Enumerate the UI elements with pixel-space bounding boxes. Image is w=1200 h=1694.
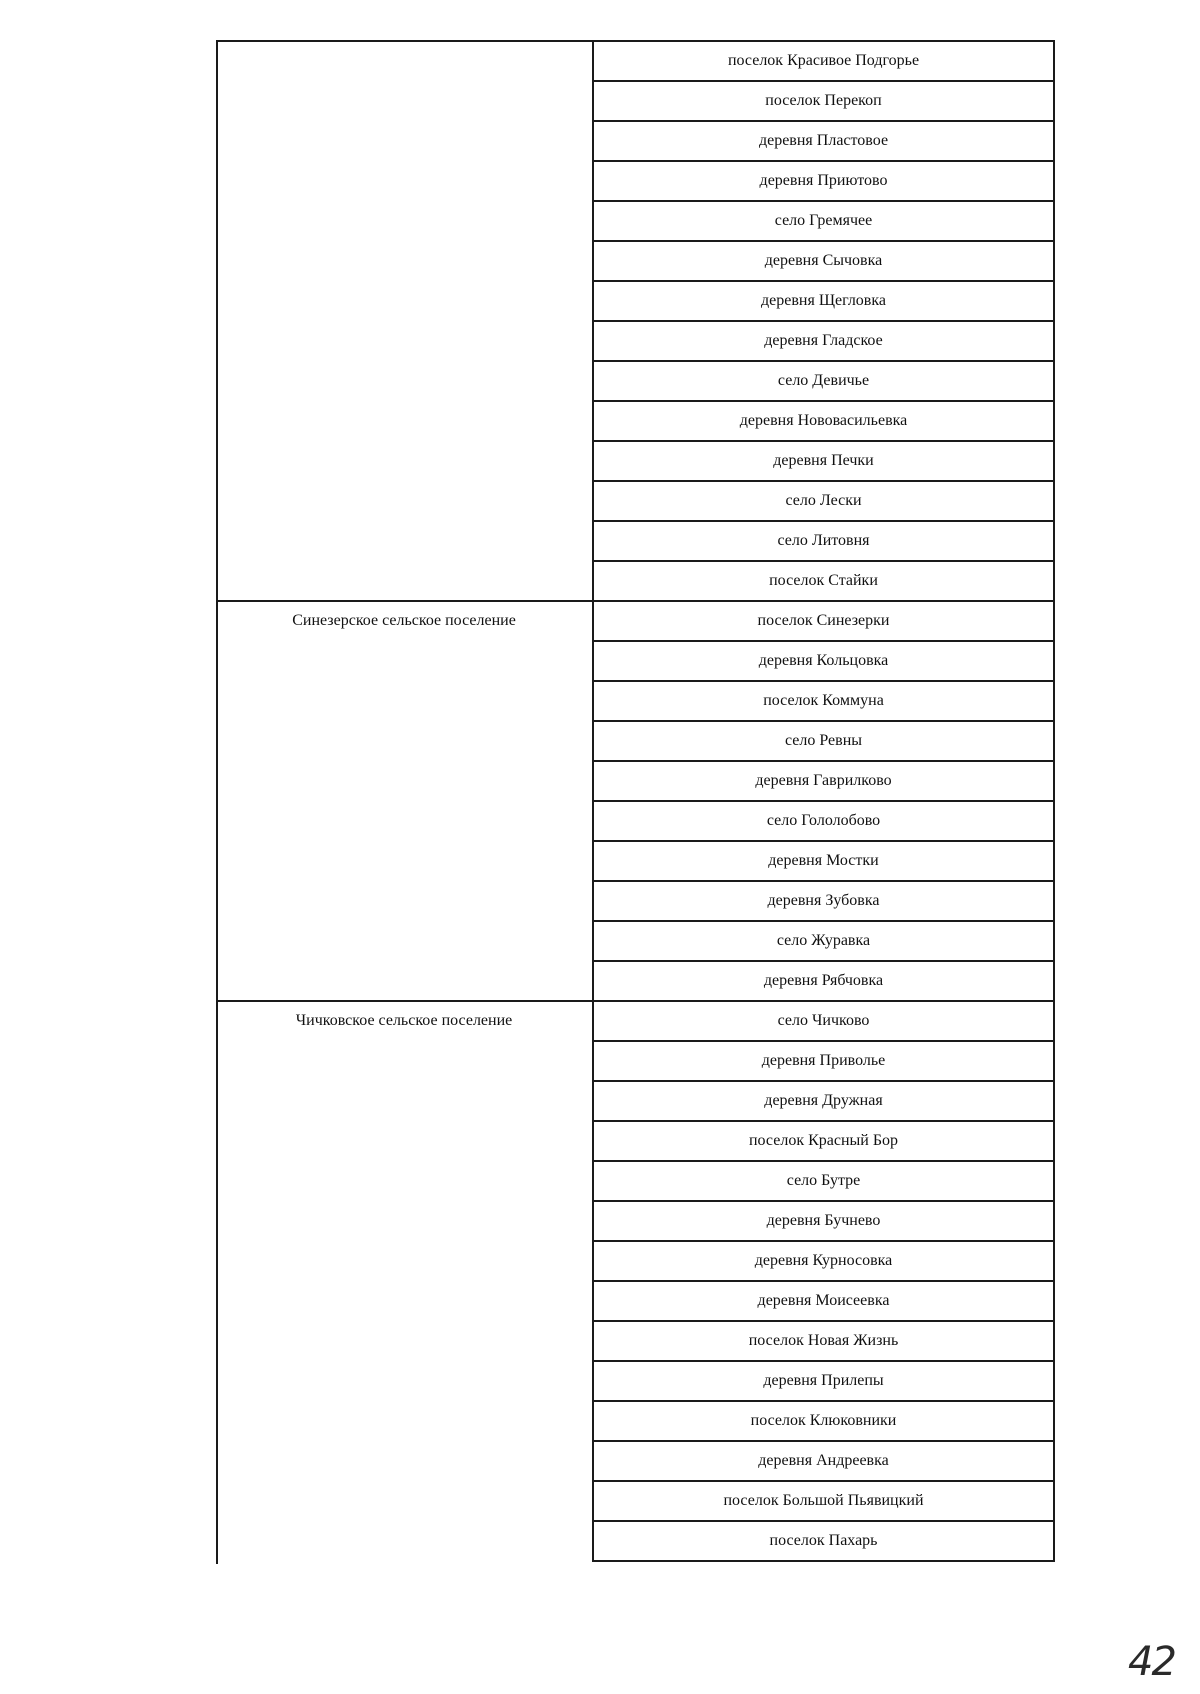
locality-name: деревня Гладское — [764, 332, 883, 349]
locality-name: деревня Моисеевка — [757, 1292, 890, 1309]
settlement-group-label: Чичковское сельское поселение — [295, 1012, 513, 1029]
locality-row — [594, 162, 1053, 202]
locality-name: деревня Пластовое — [758, 132, 889, 149]
locality-name: поселок Красный Бор — [748, 1132, 899, 1149]
locality-row — [594, 202, 1053, 242]
locality-row — [594, 1042, 1053, 1082]
page-number: 42 — [1128, 1639, 1175, 1685]
locality-row — [594, 962, 1053, 1002]
locality-name: поселок Перекоп — [765, 92, 882, 109]
locality-row — [594, 802, 1053, 842]
locality-row — [594, 1482, 1053, 1522]
locality-row — [594, 642, 1053, 682]
locality-name: село Ревны — [784, 732, 863, 749]
locality-row — [594, 762, 1053, 802]
locality-name: поселок Пахарь — [769, 1532, 878, 1549]
locality-name: деревня Мостки — [768, 852, 879, 869]
locality-name: деревня Дружная — [764, 1092, 883, 1109]
locality-row — [594, 922, 1053, 962]
locality-name: деревня Курносовка — [754, 1252, 893, 1269]
locality-name: деревня Печки — [773, 452, 874, 469]
locality-row — [594, 682, 1053, 722]
locality-name: село Лески — [785, 492, 862, 509]
locality-name: село Журавка — [776, 932, 871, 949]
locality-name: село Гремячее — [774, 212, 873, 229]
locality-row — [594, 1162, 1053, 1202]
locality-row — [594, 1002, 1053, 1042]
locality-name: поселок Новая Жизнь — [748, 1332, 899, 1349]
locality-name: деревня Прилепы — [763, 1372, 884, 1389]
locality-row — [594, 122, 1053, 162]
locality-row — [594, 1122, 1053, 1162]
locality-row — [594, 282, 1053, 322]
locality-row — [594, 1442, 1053, 1482]
locality-name: деревня Сычовка — [764, 252, 883, 269]
locality-row — [594, 1082, 1053, 1122]
locality-row — [594, 562, 1053, 602]
locality-row — [594, 882, 1053, 922]
locality-name: деревня Приютово — [759, 172, 888, 189]
settlement-group-label: Синезерское сельское поселение — [292, 612, 516, 629]
locality-name: поселок Красивое Подгорье — [727, 52, 920, 69]
table-top-border — [216, 40, 592, 42]
locality-name: село Литовня — [777, 532, 870, 549]
locality-row — [594, 842, 1053, 882]
locality-row — [594, 82, 1053, 122]
locality-name: деревня Рябчовка — [763, 972, 884, 989]
locality-row — [594, 1242, 1053, 1282]
locality-row — [594, 402, 1053, 442]
locality-row — [594, 602, 1053, 642]
locality-row — [594, 1322, 1053, 1362]
locality-name: деревня Гаврилково — [755, 772, 892, 789]
locality-name: село Бутре — [786, 1172, 861, 1189]
locality-name: поселок Синезерки — [757, 612, 890, 629]
locality-name: деревня Нововасильевка — [739, 412, 908, 429]
locality-name: деревня Кольцовка — [758, 652, 889, 669]
locality-row — [594, 482, 1053, 522]
locality-name: деревня Щегловка — [761, 292, 886, 309]
localities-column — [592, 40, 1055, 1562]
locality-name: село Девичье — [777, 372, 870, 389]
locality-row — [594, 1402, 1053, 1442]
locality-row — [594, 1282, 1053, 1322]
locality-row — [594, 242, 1053, 282]
locality-name: деревня Приволье — [761, 1052, 886, 1069]
locality-row — [594, 42, 1053, 82]
locality-name: поселок Большой Пьявицкий — [723, 1492, 924, 1509]
locality-row — [594, 722, 1053, 762]
locality-name: деревня Зубовка — [767, 892, 880, 909]
locality-row — [594, 1362, 1053, 1402]
locality-name: село Гололобово — [766, 812, 881, 829]
locality-name: поселок Коммуна — [763, 692, 884, 709]
locality-row — [594, 362, 1053, 402]
locality-row — [594, 442, 1053, 482]
locality-name: деревня Бучнево — [766, 1212, 881, 1229]
locality-name: поселок Клюковники — [750, 1412, 897, 1429]
locality-name: село Чичково — [777, 1012, 870, 1029]
locality-row — [594, 1202, 1053, 1242]
group-divider — [216, 600, 592, 602]
locality-row — [594, 522, 1053, 562]
locality-row — [594, 1522, 1053, 1562]
table-left-border — [216, 40, 218, 1564]
locality-row — [594, 322, 1053, 362]
locality-name: поселок Стайки — [769, 572, 878, 589]
group-divider — [216, 1000, 592, 1002]
locality-name: деревня Андреевка — [758, 1452, 889, 1469]
